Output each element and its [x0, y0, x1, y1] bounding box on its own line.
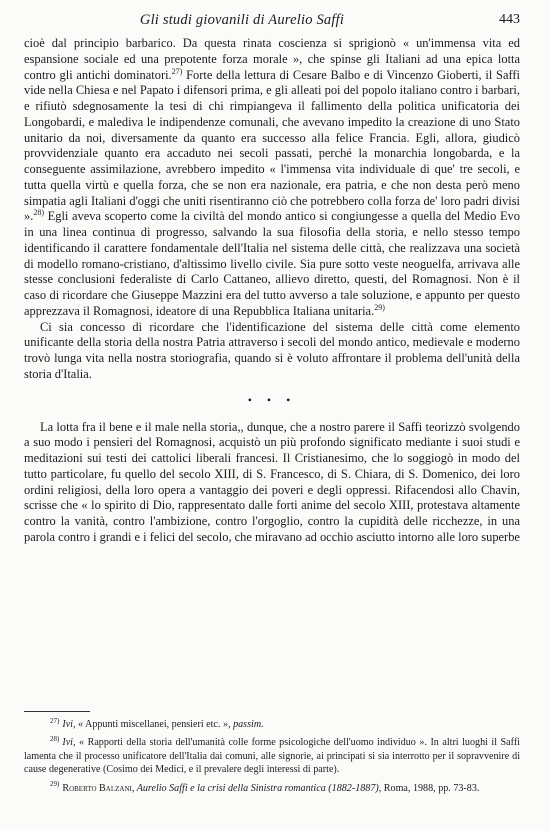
footnote-ref-27[interactable]: 27): [171, 66, 183, 76]
footnote-number: 28): [50, 735, 60, 744]
footnote-28: [24, 736, 520, 776]
paragraph-1: [24, 36, 520, 320]
footnote-number: 29): [50, 780, 60, 789]
footnote-book-title: Aurelio Saffi e la crisi della Sinistra romantica (1882-1887),: [134, 782, 382, 794]
paragraph-2: Ci sia concesso di ricordare che l'identificazione del sistema delle città come elemento unificante della storia della nostra Patria attraverso i secoli del mondo antico, medievale e moderno trovò lunga vita nella nostra storiografia, quando si è voluto affrontare il problema dell'unità della storia d'Italia.: [24, 319, 520, 381]
paragraph-1-text-b: Forte della lettura di Cesare Balbo e di Vincenzo Gioberti, il Saffi vide nella Chiesa e nel Papato i difensori prima, e gli alleati poi del popolo italiano contro i barbari, e rifiutò sdegnosamente la tesi di chi rimpiangeva il fallimento della politica unificatoria dei Longobardi, e malediva le indipendenze comunali, che avevano impedito la creazione di uno Stato unitario da noi, diversamente da quanto era successo alla felice Francia. Egli, allora, giudicò provvidenziale quanto era accaduto nei secoli passati, perché la monarchia longobarda, e la conseguente assimilazione, avrebbero impedito « l'immensa vita individuale di que' tre secoli, e tutta quella virtù e quella forza, che se non era nazionale, era patria, e che non desta però meno simpatia agli Italiani d'oggi che uniti risentiranno ciò che potrebbero colla forza de' loro padri divisi ».: [24, 67, 520, 224]
page-number: 443: [499, 12, 520, 27]
footnote-27: [24, 718, 520, 731]
footnote-ibid: Ivi,: [62, 737, 76, 749]
footnote-ibid: Ivi,: [62, 719, 76, 730]
page-header: [24, 12, 520, 32]
footnote-rule: [24, 711, 90, 712]
paragraph-1-text-a: cioè dal principio barbarico. Da questa rinata coscienza si sprigionò « un'immensa vita ed espansione sociale ed una prepotente forza morale », che spinse gli Italiani ad una epica lotta contro gli antichi dominatori.: [24, 36, 520, 82]
footnote-text: « Appunti miscellanei, pensieri etc. »,: [75, 719, 234, 730]
footnote-number: 27): [50, 716, 60, 725]
footnote-italic: passim.: [233, 719, 264, 730]
footnote-ref-28[interactable]: 28): [33, 208, 44, 218]
footnote-author: Roberto Balzani,: [62, 782, 135, 794]
paragraph-3: La lotta fra il bene e il male nella storia,, dunque, che a nostro parere il Saffi teorizzò svolgendo a suo modo i pensieri del Romagnosi, acquistò un più profondo significato mediante i suoi studi e meditazioni sui testi dei cattolici liberali francesi. Il Cristianesimo, che lo soggiogò in modo del tutto particolare, fu quello del secolo XIII, di S. Francesco, di S. Chiara, di S. Domenico, dei loro ordini religiosi, della loro opera a vantaggio dei poveri e degli oppressi. Rifacendosi allo Chavin, scrisse che « lo spirito di Dio, rappresentato dalle forti anime del secolo XIII, protestava altamente contro la vanità, contro l'ambizione, contro l'orgoglio, contro la cupidità delle ricchezze, in una parola contro i grandi e i felici del secolo, che miravano ad occhio asciutto intorno alle loro superbe: [24, 419, 520, 544]
footnote-ref-29[interactable]: 29): [374, 302, 385, 312]
running-head: Gli studi giovanili di Aurelio Saffi: [139, 12, 345, 28]
footnote-29: [24, 782, 520, 795]
paragraph-1-text-c: Egli aveva scoperto come la civiltà del mondo antico si congiungesse a quella del Medio Evo in una linea continua di progresso, salvando la sua filosofia della storia, e nello stesso tempo identificando il carattere fondamentale dell'Italia nel sistema delle città, che realizzava una società di modello romano-cristiano, d'altissimo livello civile. Sia pure sotto veste neoguelfa, arrivava alle stesse conclusioni federaliste di Carlo Cattaneo, allievo diretto, questi, del Romagnosi. Non è il caso di ricordare che Giuseppe Mazzini era del tutto avverso a tale soluzione, e appunto per questo apprezzava il Romagnosi, ideatore di una Repubblica Italiana unitaria.: [24, 209, 520, 318]
section-separator: • • •: [247, 392, 297, 407]
footnote-text: Roma, 1988, pp. 73-83.: [381, 782, 480, 794]
footnotes: [24, 718, 520, 800]
footnote-text: « Rapporti della storia dell'umanità colle forme psicologiche dell'uomo individuo ». In altri luoghi il Saffi lamenta che il processo unificatore dell'Italia dai comuni, alle signorie, ai principati si sia interrotto per il sopravvenire di cause degenerative (Cosimo dei Medici, e il prevalere degli interessi di parte).: [24, 737, 520, 776]
main-text: [24, 36, 520, 546]
